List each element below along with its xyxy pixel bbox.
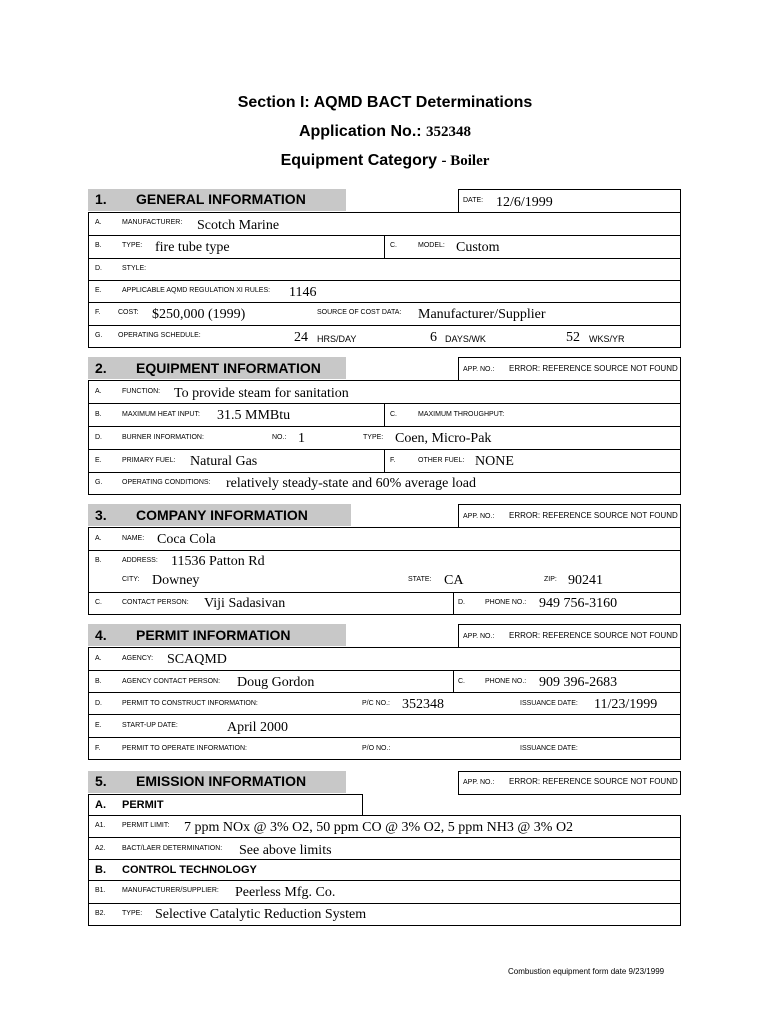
section-5-number: 5. bbox=[95, 773, 107, 789]
manufacturer-label: MANUFACTURER: bbox=[122, 219, 183, 226]
style-label: STYLE: bbox=[122, 265, 147, 272]
hours-unit: HRS/DAY bbox=[317, 334, 357, 344]
type-value: fire tube type bbox=[155, 240, 230, 255]
other-fuel-value: NONE bbox=[475, 454, 514, 469]
conditions-label: OPERATING CONDITIONS: bbox=[122, 479, 211, 486]
startup-label: START-UP DATE: bbox=[122, 722, 178, 729]
operate-label: PERMIT TO OPERATE INFORMATION: bbox=[122, 745, 247, 752]
a2-label: A2. bbox=[95, 845, 106, 852]
section-2-number: 2. bbox=[95, 360, 107, 376]
app-no-value-4: ERROR: REFERENCE SOURCE NOT FOUND bbox=[509, 631, 678, 640]
address-label: ADDRESS: bbox=[122, 557, 158, 564]
heat-input-label: MAXIMUM HEAT INPUT: bbox=[122, 411, 200, 418]
company-name-label: NAME: bbox=[122, 535, 145, 542]
contact-value: Viji Sadasivan bbox=[204, 596, 286, 611]
city-value: Downey bbox=[152, 573, 200, 588]
supplier-label: MANUFACTURER/SUPPLIER: bbox=[122, 887, 219, 894]
section-5-title: EMISSION INFORMATION bbox=[136, 773, 307, 789]
issuance-value: 11/23/1999 bbox=[594, 697, 658, 712]
agency-contact-value: Doug Gordon bbox=[237, 675, 315, 690]
po-no-label: P/O NO.: bbox=[362, 745, 391, 752]
app-no-value-5: ERROR: REFERENCE SOURCE NOT FOUND bbox=[509, 777, 678, 786]
section-3-title: COMPANY INFORMATION bbox=[136, 507, 308, 523]
row-d-letter: D. bbox=[95, 265, 102, 272]
zip-label: ZIP: bbox=[544, 576, 557, 583]
zip-value: 90241 bbox=[568, 573, 603, 588]
control-subheader-letter: B. bbox=[95, 864, 106, 876]
bact-label: BACT/LAER DETERMINATION: bbox=[122, 845, 223, 852]
b2-label: B2. bbox=[95, 910, 106, 917]
issuance-label: ISSUANCE DATE: bbox=[520, 700, 578, 707]
pc-no-label: P/C NO.: bbox=[362, 700, 391, 707]
agency-contact-label: AGENCY CONTACT PERSON: bbox=[122, 678, 221, 685]
control-type-value: Selective Catalytic Reduction System bbox=[155, 907, 367, 922]
permit-subheader-letter: A. bbox=[95, 799, 106, 811]
pm-row-d-letter: D. bbox=[95, 700, 102, 707]
throughput-label: MAXIMUM THROUGHPUT: bbox=[418, 411, 505, 418]
row-b-letter: B. bbox=[95, 242, 102, 249]
section-4-title: PERMIT INFORMATION bbox=[136, 627, 291, 643]
days-value: 6 bbox=[430, 330, 437, 345]
hours-value: 24 bbox=[294, 330, 308, 345]
a1-label: A1. bbox=[95, 822, 106, 829]
state-label: STATE: bbox=[408, 576, 432, 583]
cost-source-value: Manufacturer/Supplier bbox=[418, 307, 546, 322]
city-label: CITY: bbox=[122, 576, 140, 583]
eq-row-b-letter: B. bbox=[95, 411, 102, 418]
co-row-b-letter: B. bbox=[95, 557, 102, 564]
equipment-category bbox=[0, 152, 770, 170]
contact-label: CONTACT PERSON: bbox=[122, 599, 189, 606]
address-value: 11536 Patton Rd bbox=[171, 554, 265, 569]
app-no-value-2: ERROR: REFERENCE SOURCE NOT FOUND bbox=[509, 364, 678, 373]
agency-phone-label: PHONE NO.: bbox=[485, 678, 527, 685]
form-date-footer: Combustion equipment form date 9/23/1999 bbox=[508, 967, 665, 976]
application-value: 352348 bbox=[426, 124, 472, 140]
permit-subheader-title: PERMIT bbox=[122, 799, 164, 811]
app-no-label-4: APP. NO.: bbox=[463, 633, 495, 640]
pm-row-c-letter: C. bbox=[458, 678, 465, 685]
row-c-letter: C. bbox=[390, 242, 397, 249]
manufacturer-value: Scotch Marine bbox=[197, 218, 280, 233]
permit-limit-label: PERMIT LIMIT: bbox=[122, 822, 170, 829]
company-name-value: Coca Cola bbox=[157, 532, 216, 547]
pm-row-b-letter: B. bbox=[95, 678, 102, 685]
date-box bbox=[458, 189, 681, 213]
section-3-number: 3. bbox=[95, 507, 107, 523]
model-label: MODEL: bbox=[418, 242, 445, 249]
row-f-letter: F. bbox=[95, 309, 101, 316]
category-label: Equipment Category bbox=[280, 152, 438, 169]
burner-type-value: Coen, Micro-Pak bbox=[395, 431, 492, 446]
row-e-letter: E. bbox=[95, 287, 102, 294]
burner-no-label: NO.: bbox=[272, 434, 287, 441]
agency-phone-value: 909 396-2683 bbox=[539, 675, 618, 690]
function-label: FUNCTION: bbox=[122, 388, 161, 395]
schedule-label: OPERATING SCHEDULE: bbox=[118, 332, 201, 339]
application-number bbox=[0, 123, 770, 141]
issuance2-label: ISSUANCE DATE: bbox=[520, 745, 578, 752]
application-label: Application No.: bbox=[298, 123, 422, 140]
app-no-label-5: APP. NO.: bbox=[463, 779, 495, 786]
pm-row-e-letter: E. bbox=[95, 722, 102, 729]
burner-no-value: 1 bbox=[298, 431, 305, 446]
cost-source-label: SOURCE OF COST DATA: bbox=[317, 309, 402, 316]
cost-label: COST: bbox=[118, 309, 139, 316]
app-no-label-3: APP. NO.: bbox=[463, 513, 495, 520]
rules-label: APPLICABLE AQMD REGULATION XI RULES: bbox=[122, 287, 271, 294]
permit-limit-value: 7 ppm NOx @ 3% O2, 50 ppm CO @ 3% O2, 5 ppm NH3 @ 3% O2 bbox=[184, 820, 574, 835]
function-value: To provide steam for sanitation bbox=[174, 386, 349, 401]
category-value: - Boiler bbox=[441, 153, 490, 169]
agency-value: SCAQMD bbox=[167, 652, 227, 667]
eq-row-c-letter: C. bbox=[390, 411, 397, 418]
weeks-value: 52 bbox=[566, 330, 580, 345]
primary-fuel-value: Natural Gas bbox=[190, 454, 258, 469]
weeks-unit: WKS/YR bbox=[589, 334, 625, 344]
bact-value: See above limits bbox=[239, 843, 332, 858]
section-4-number: 4. bbox=[95, 627, 107, 643]
eq-row-a-letter: A. bbox=[95, 388, 102, 395]
heat-input-value: 31.5 MMBtu bbox=[217, 408, 291, 423]
cost-value: $250,000 (1999) bbox=[152, 307, 246, 322]
app-no-label-2: APP. NO.: bbox=[463, 366, 495, 373]
pm-row-a-letter: A. bbox=[95, 655, 102, 662]
pc-no-value: 352348 bbox=[402, 697, 444, 712]
eq-row-f-letter: F. bbox=[390, 457, 396, 464]
section-2-title: EQUIPMENT INFORMATION bbox=[136, 360, 321, 376]
company-phone-label: PHONE NO.: bbox=[485, 599, 527, 606]
section-1-number: 1. bbox=[95, 191, 107, 207]
section-1-title: GENERAL INFORMATION bbox=[136, 191, 306, 207]
burner-type-label: TYPE: bbox=[363, 434, 384, 441]
type-label: TYPE: bbox=[122, 242, 143, 249]
agency-label: AGENCY: bbox=[122, 655, 154, 662]
other-fuel-label: OTHER FUEL: bbox=[418, 457, 465, 464]
eq-row-d-letter: D. bbox=[95, 434, 102, 441]
pm-row-f-letter: F. bbox=[95, 745, 101, 752]
row-a-letter: A. bbox=[95, 219, 102, 226]
co-row-a-letter: A. bbox=[95, 535, 102, 542]
co-row-c-letter: C. bbox=[95, 599, 102, 606]
section-title: Section I: AQMD BACT Determinations bbox=[237, 94, 533, 111]
rules-value: 1146 bbox=[289, 285, 317, 300]
model-value: Custom bbox=[456, 240, 500, 255]
app-no-value-3: ERROR: REFERENCE SOURCE NOT FOUND bbox=[509, 511, 678, 520]
burner-label: BURNER INFORMATION: bbox=[122, 434, 204, 441]
supplier-value: Peerless Mfg. Co. bbox=[235, 885, 336, 900]
co-row-d-letter: D. bbox=[458, 599, 465, 606]
control-type-label: TYPE: bbox=[122, 910, 143, 917]
company-phone-value: 949 756-3160 bbox=[539, 596, 618, 611]
control-subheader-title: CONTROL TECHNOLOGY bbox=[122, 864, 257, 876]
days-unit: DAYS/WK bbox=[445, 334, 486, 344]
construct-label: PERMIT TO CONSTRUCT INFORMATION: bbox=[122, 700, 258, 707]
row-g-letter: G. bbox=[95, 332, 103, 339]
date-value: 12/6/1999 bbox=[496, 195, 553, 210]
date-label: DATE: bbox=[463, 197, 484, 204]
startup-value: April 2000 bbox=[227, 720, 289, 735]
conditions-value: relatively steady-state and 60% average load bbox=[226, 476, 476, 491]
state-value: CA bbox=[444, 573, 464, 588]
eq-row-e-letter: E. bbox=[95, 457, 102, 464]
primary-fuel-label: PRIMARY FUEL: bbox=[122, 457, 176, 464]
eq-row-g-letter: G. bbox=[95, 479, 103, 486]
b1-label: B1. bbox=[95, 887, 106, 894]
